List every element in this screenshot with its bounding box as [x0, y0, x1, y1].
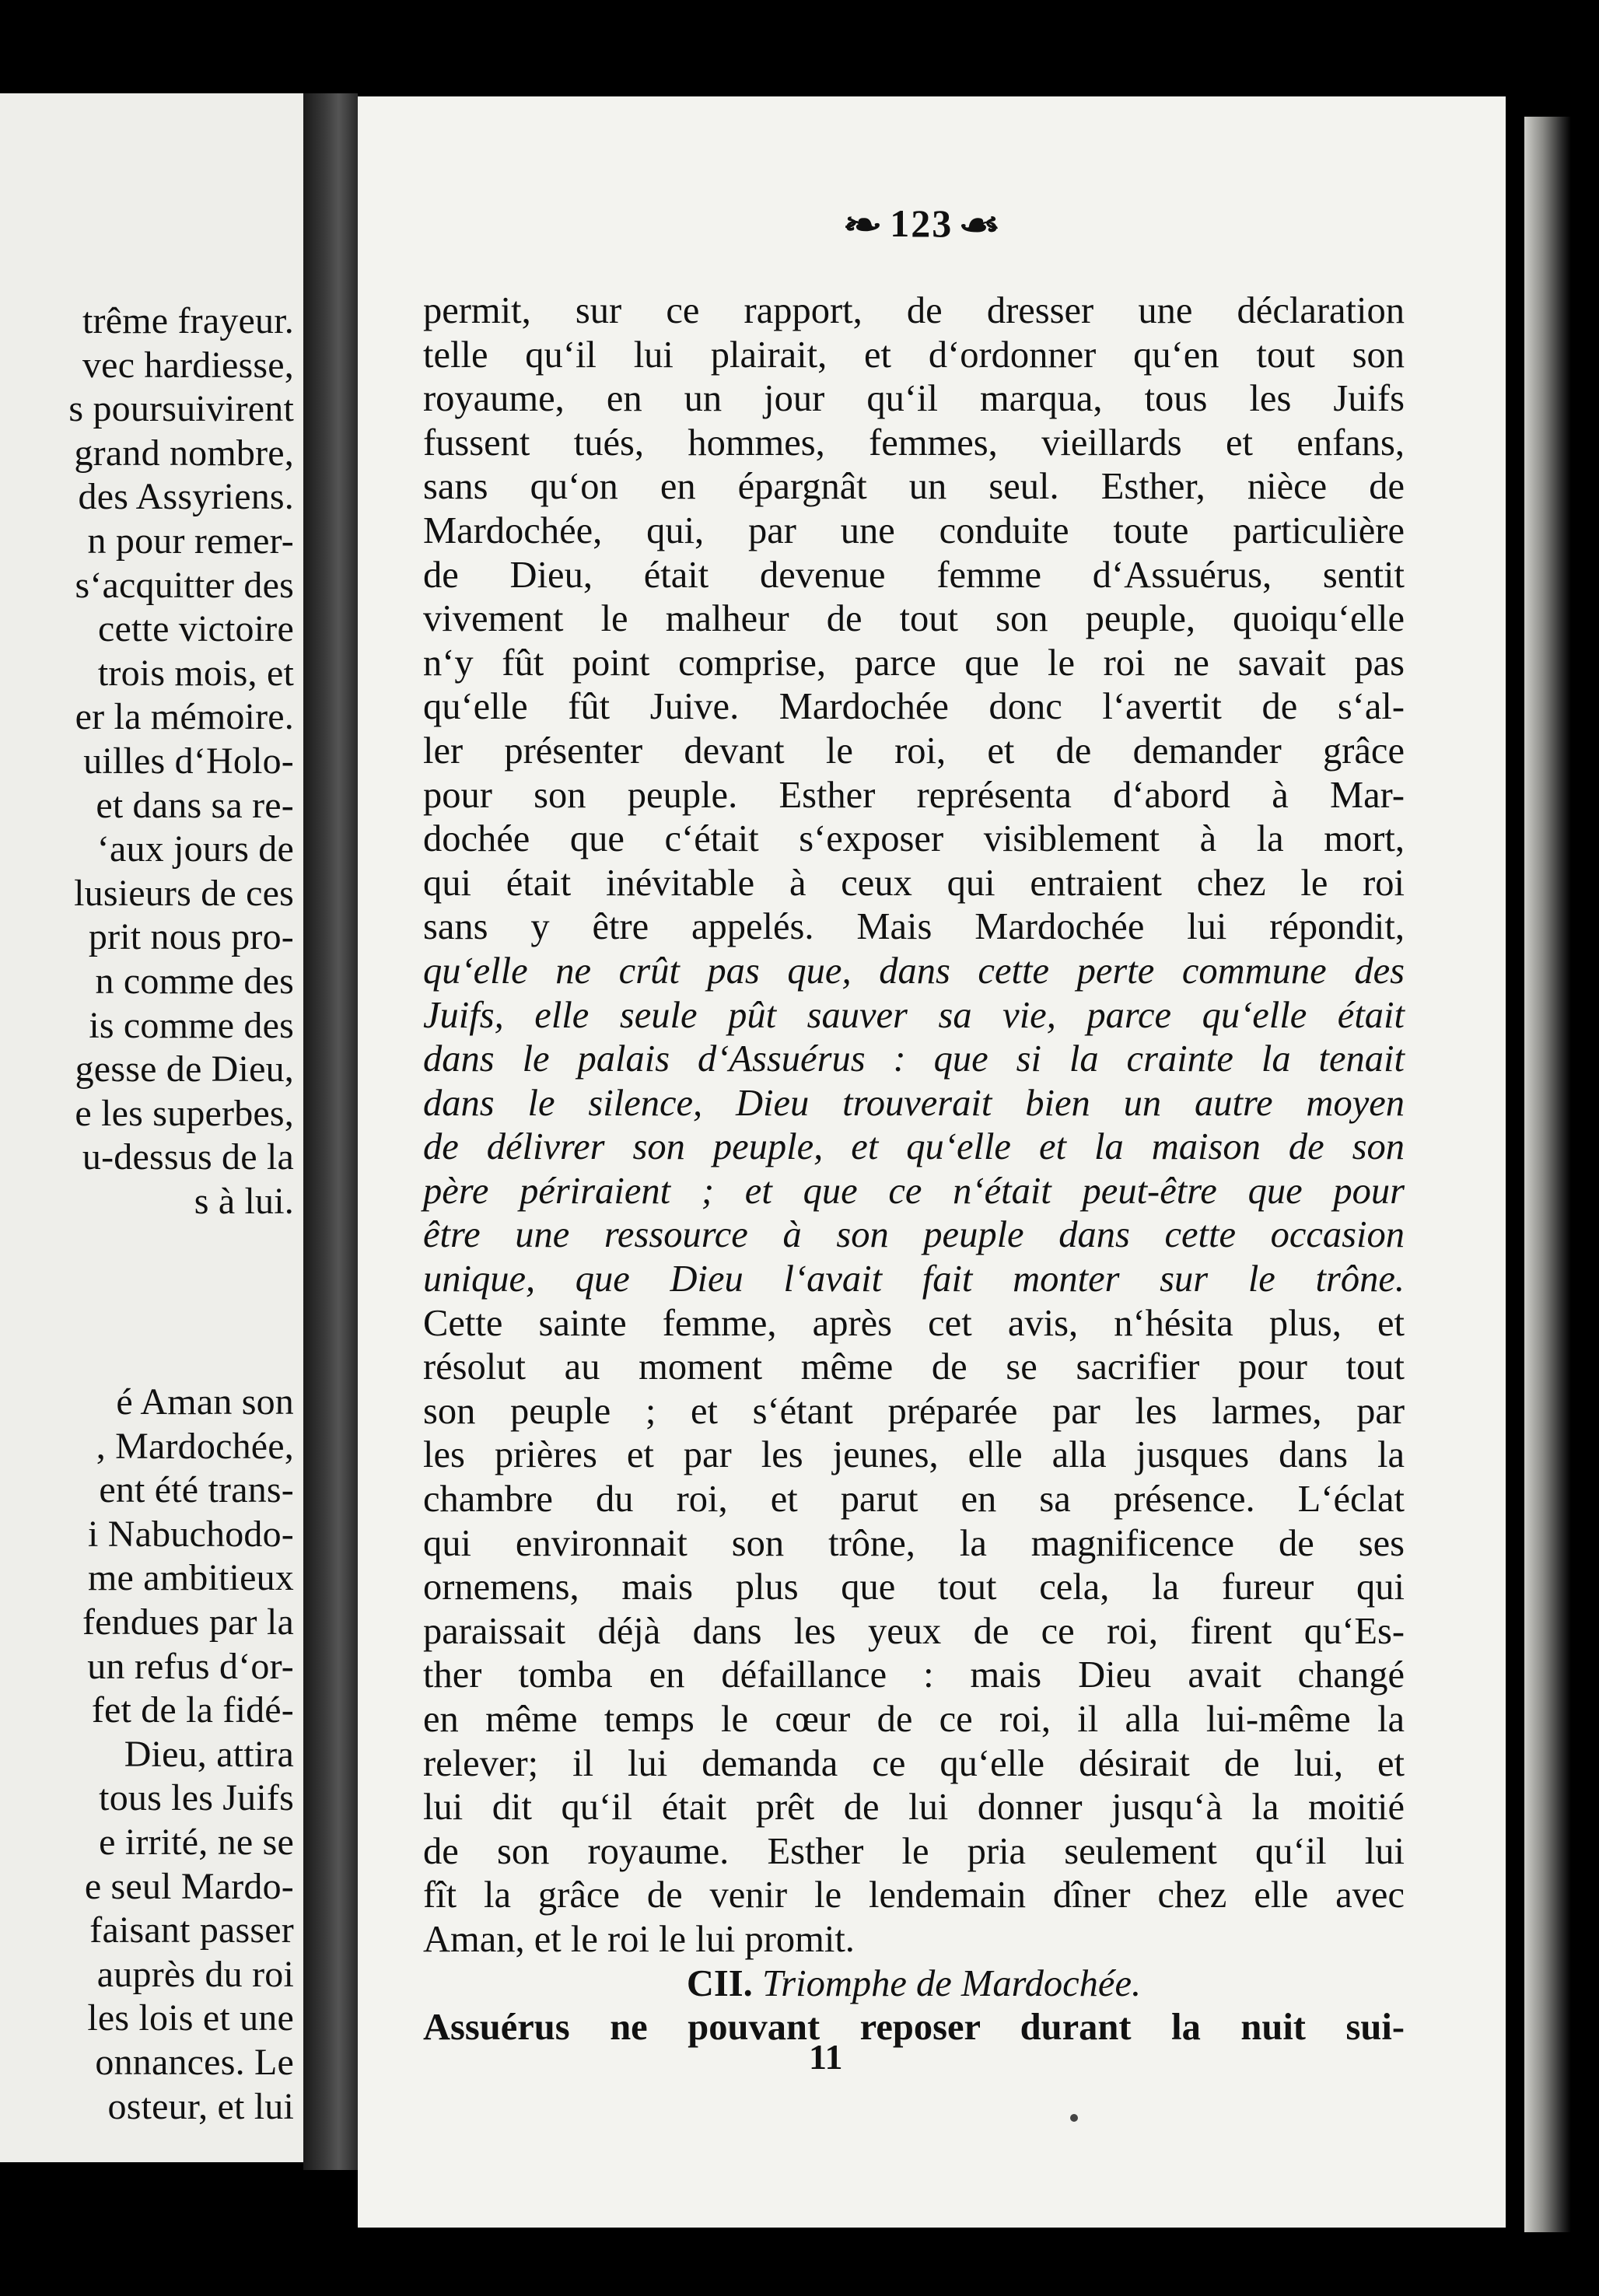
left-top-line: er la mémoire.	[75, 696, 294, 738]
left-top-line: grand nombre,	[74, 432, 294, 474]
left-top-line: n pour remer-	[87, 520, 294, 562]
body-line: unique, que Dieu l‘avait fait monter sur le trône.	[423, 1258, 1405, 1300]
body-line: Mardochée, qui, par une conduite toute particulière	[423, 509, 1405, 551]
body-line: Cette sainte femme, après cet avis, n‘hésita plus, et	[423, 1302, 1405, 1344]
left-top-line: et dans sa re-	[96, 784, 294, 826]
body-line: permit, sur ce rapport, de dresser une déclaration	[423, 290, 1405, 331]
body-line: de Dieu, était devenue femme d‘Assuérus, sentit	[423, 554, 1405, 596]
signature-mark: 11	[809, 2037, 843, 2077]
body-line: résolut au moment même de se sacrifier pour tout	[423, 1346, 1405, 1388]
left-top-line: ‘aux jours de	[96, 828, 294, 870]
body-line: paraissait déjà dans les yeux de ce roi, firent qu‘Es-	[423, 1610, 1405, 1652]
body-line: fît la grâce de venir le lendemain dîner chez elle avec	[423, 1874, 1405, 1916]
body-line: dans le silence, Dieu trouverait bien un autre moyen	[423, 1082, 1405, 1124]
left-top-line: gesse de Dieu,	[75, 1048, 294, 1090]
body-line: qu‘elle fût Juive. Mardochée donc l‘avertit de s‘al-	[423, 686, 1405, 728]
body-line: royaume, en un jour qu‘il marqua, tous les Juifs	[423, 378, 1405, 420]
left-bottom-line: é Aman son	[116, 1381, 294, 1423]
body-line: ornemens, mais plus que tout cela, la fureur qui	[423, 1566, 1405, 1608]
body-line: Aman, et le roi le lui promit.	[423, 1918, 855, 1960]
left-bottom-line: ent été trans-	[99, 1469, 294, 1511]
left-top-line: des Assyriens.	[78, 476, 294, 518]
left-bottom-line: Dieu, attira	[124, 1733, 294, 1775]
left-bottom-line: , Mardochée,	[96, 1425, 294, 1467]
body-line: fussent tués, hommes, femmes, vieillards et enfans,	[423, 422, 1405, 464]
left-bottom-line: me ambitieux	[88, 1557, 294, 1599]
body-line: lui dit qu‘il était prêt de lui donner jusqu‘à la moitié	[423, 1787, 1405, 1829]
left-top-line: trême frayeur.	[82, 300, 294, 341]
book-gutter	[303, 93, 358, 2170]
body-line: ler présenter devant le roi, et de demander grâce	[423, 730, 1405, 772]
left-bottom-line: fendues par la	[82, 1601, 294, 1643]
left-bottom-line: onnances. Le	[95, 2041, 294, 2083]
left-top-line: s à lui.	[194, 1180, 294, 1222]
left-top-line: vec hardiesse,	[82, 344, 294, 386]
page-header	[806, 201, 1039, 246]
body-line: son peuple ; et s‘étant préparée par les larmes, par	[423, 1390, 1405, 1432]
left-bottom-line: auprès du roi	[96, 1953, 294, 1995]
body-line: Juifs, elle seule pût sauver sa vie, parce qu‘elle était	[423, 994, 1405, 1036]
body-line: de délivrer son peuple, et qu‘elle et la maison de son	[423, 1126, 1405, 1168]
left-bottom-line: faisant passer	[89, 1909, 294, 1951]
left-bottom-line: e irrité, ne se	[99, 1821, 294, 1863]
left-bottom-line: e seul Mardo-	[84, 1865, 294, 1907]
body-line: dochée que c‘était s‘exposer visiblement à la mort,	[423, 818, 1405, 860]
page-edge-shadow	[1524, 117, 1571, 2232]
body-line: vivement le malheur de tout son peuple, quoiqu‘elle	[423, 598, 1405, 640]
page-number: 123	[890, 201, 953, 245]
left-bottom-line: les lois et une	[87, 1997, 294, 2039]
left-top-line: s poursuivirent	[68, 388, 294, 430]
section-heading	[423, 1962, 1405, 2007]
left-top-line: n comme des	[95, 960, 294, 1002]
left-bottom-line: i Nabuchodo-	[88, 1513, 294, 1555]
left-page	[0, 93, 303, 2162]
left-top-line: trois mois, et	[97, 652, 294, 694]
body-line: telle qu‘il lui plairait, et d‘ordonner qu‘en tout son	[423, 334, 1405, 376]
body-line: père périraient ; et que ce n‘était peut-être que pour	[423, 1170, 1405, 1212]
body-line: dans le palais d‘Assuérus : que si la crainte la tenait	[423, 1038, 1405, 1080]
header-ornament-left-icon: ❧	[842, 206, 885, 244]
left-bottom-line: tous les Juifs	[99, 1777, 294, 1819]
page-body-text	[423, 289, 1405, 2050]
body-line: qu‘elle ne crût pas que, dans cette perte commune des	[423, 950, 1405, 992]
body-line: les prières et par les jeunes, elle alla jusques dans la	[423, 1434, 1405, 1476]
left-top-line: u-dessus de la	[82, 1136, 294, 1178]
body-paragraph	[423, 289, 1405, 1962]
left-top-line: e les superbes,	[75, 1092, 294, 1134]
left-top-line: cette victoire	[98, 608, 294, 650]
left-top-line: lusieurs de ces	[74, 872, 294, 914]
left-top-line: prit nous pro-	[88, 916, 294, 958]
left-top-line: is comme des	[89, 1004, 294, 1046]
body-line: relever; il lui demanda ce qu‘elle désirait de lui, et	[423, 1742, 1405, 1784]
left-page-text-top	[68, 299, 294, 1223]
body-line: de son royaume. Esther le pria seulement qu‘il lui	[423, 1830, 1405, 1872]
final-line: Assuérus ne pouvant reposer durant la nuit sui-	[423, 2007, 1405, 2049]
section-title: Triomphe de Mardochée.	[761, 1962, 1142, 2004]
body-line: chambre du roi, et parut en sa présence. L‘éclat	[423, 1479, 1405, 1521]
header-ornament-right-icon: ☙	[957, 206, 1003, 244]
body-line: sans qu‘on en épargnât un seul. Esther, nièce de	[423, 466, 1405, 508]
left-top-line: uilles d‘Holo-	[83, 740, 294, 782]
body-line: qui environnait son trône, la magnificence de ses	[423, 1522, 1405, 1564]
left-bottom-line: osteur, et lui	[107, 2085, 294, 2127]
body-line: qui était inévitable à ceux qui entraient chez le roi	[423, 862, 1405, 904]
left-bottom-line: un refus d‘or-	[87, 1645, 294, 1687]
body-line: en même temps le cœur de ce roi, il alla lui-même la	[423, 1699, 1405, 1740]
body-line: être une ressource à son peuple dans cette occasion	[423, 1214, 1405, 1256]
ink-spot	[1070, 2114, 1078, 2122]
section-numeral: CII.	[686, 1962, 753, 2004]
body-line: sans y être appelés. Mais Mardochée lui répondit,	[423, 906, 1405, 948]
body-line: ther tomba en défaillance : mais Dieu avait changé	[423, 1654, 1405, 1696]
left-bottom-line: fet de la fidé-	[91, 1689, 294, 1731]
body-line: n‘y fût point comprise, parce que le roi ne savait pas	[423, 642, 1405, 684]
body-line: pour son peuple. Esther représenta d‘abord à Mar-	[423, 774, 1405, 816]
left-top-line: s‘acquitter des	[75, 564, 294, 606]
left-page-text-bottom	[82, 1381, 294, 2129]
